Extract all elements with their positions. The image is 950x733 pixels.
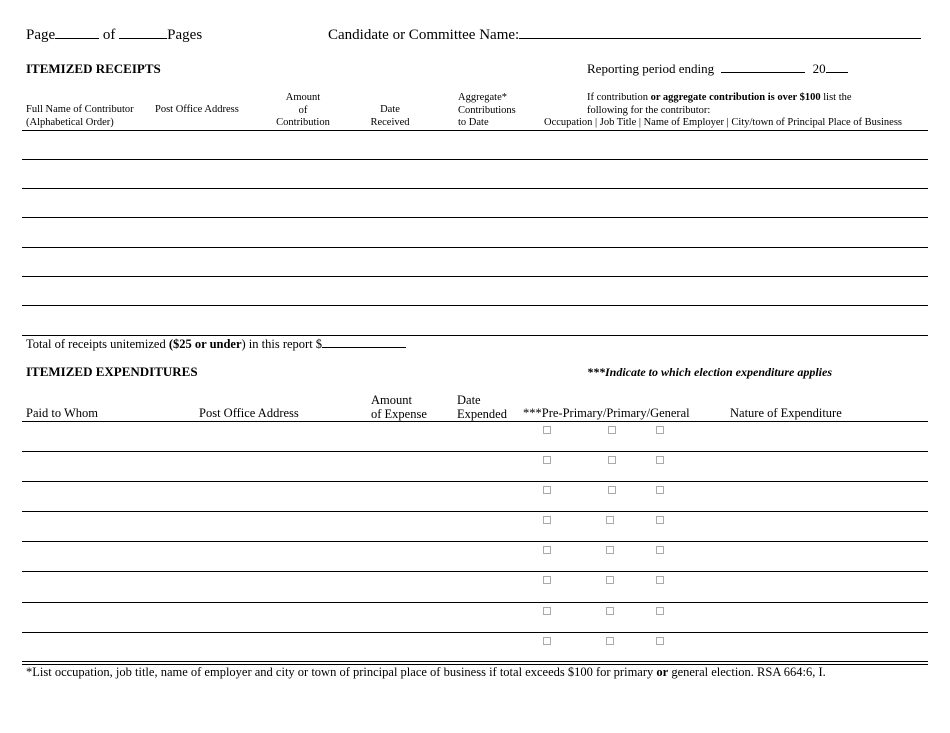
candidate-name-field[interactable]	[519, 27, 921, 39]
primary-checkbox[interactable]	[608, 426, 616, 434]
primary-checkbox[interactable]	[608, 486, 616, 494]
receipt-row-line[interactable]	[22, 247, 928, 248]
total-pages-field[interactable]	[119, 27, 167, 39]
page-number-field[interactable]	[55, 27, 99, 39]
expense-row-line[interactable]	[22, 602, 928, 603]
general-checkbox[interactable]	[656, 456, 664, 464]
page-number-line	[26, 27, 202, 44]
pre-primary-checkbox[interactable]	[543, 546, 551, 554]
receipt-row-line[interactable]	[22, 276, 928, 277]
expenditures-title: ITEMIZED EXPENDITURES	[26, 364, 198, 379]
pre-primary-checkbox[interactable]	[543, 426, 551, 434]
general-checkbox[interactable]	[656, 576, 664, 584]
pre-primary-checkbox[interactable]	[543, 607, 551, 615]
expense-row-line[interactable]	[22, 632, 928, 633]
general-checkbox[interactable]	[656, 486, 664, 494]
pre-primary-checkbox[interactable]	[543, 486, 551, 494]
page-label: Page	[26, 27, 56, 43]
primary-checkbox[interactable]	[606, 516, 614, 524]
col-election: ***Pre-Primary/Primary/General	[523, 406, 690, 420]
expense-row-line[interactable]	[22, 571, 928, 572]
col-nature: Nature of Expenditure	[730, 406, 842, 420]
col-aggregate: Aggregate* Contributions to Date	[458, 92, 516, 128]
unitemized-total: Total of receipts unitemized ($25 or under) in this report $	[26, 336, 406, 352]
expense-row-line[interactable]	[22, 451, 928, 452]
expense-bottom-double-line	[22, 661, 928, 662]
reporting-period	[587, 61, 848, 77]
year-prefix: 20	[812, 61, 826, 76]
receipt-row-line[interactable]	[22, 188, 928, 189]
primary-checkbox[interactable]	[606, 637, 614, 645]
receipt-row-line[interactable]	[22, 217, 928, 218]
primary-checkbox[interactable]	[606, 546, 614, 554]
footer-note: *List occupation, job title, name of employer and city or town of principal place of business if total exceeds $100 for primary or general election. RSA 664:6, I.	[26, 665, 826, 679]
pre-primary-checkbox[interactable]	[543, 516, 551, 524]
reporting-period-field[interactable]	[721, 61, 805, 73]
expense-row-line[interactable]	[22, 511, 928, 512]
general-checkbox[interactable]	[656, 637, 664, 645]
pre-primary-checkbox[interactable]	[543, 456, 551, 464]
col-exp-amount: Amount of Expense	[371, 393, 427, 421]
col-date-received: Date Received	[370, 104, 410, 128]
receipts-title: ITEMIZED RECEIPTS	[26, 61, 161, 76]
expense-row-line[interactable]	[22, 541, 928, 542]
general-checkbox[interactable]	[656, 516, 664, 524]
pages-label: Pages	[167, 27, 203, 43]
col-paid-to: Paid to Whom	[26, 406, 98, 420]
col-address: Post Office Address	[155, 104, 239, 115]
primary-checkbox[interactable]	[606, 607, 614, 615]
receipt-row-line[interactable]	[22, 130, 928, 131]
expense-row-line[interactable]	[22, 421, 928, 422]
col-contributor-name: Full Name of Contributor (Alphabetical Order)	[26, 104, 134, 128]
general-checkbox[interactable]	[656, 546, 664, 554]
primary-checkbox[interactable]	[608, 456, 616, 464]
pre-primary-checkbox[interactable]	[543, 576, 551, 584]
col-amount: Amount of Contribution	[276, 92, 330, 128]
primary-checkbox[interactable]	[606, 576, 614, 584]
candidate-label: Candidate or Committee Name:	[328, 27, 520, 43]
general-checkbox[interactable]	[656, 426, 664, 434]
of-label: of	[102, 27, 116, 43]
pre-primary-checkbox[interactable]	[543, 637, 551, 645]
col-exp-address: Post Office Address	[199, 406, 299, 420]
col-contributor-info: If contribution or aggregate contribution is over $100 list the following for the contributor: Occupation | Job Title | Name of Employer | City/town of Principal Place of Business	[544, 92, 903, 128]
general-checkbox[interactable]	[656, 607, 664, 615]
col-exp-date: Date Expended	[457, 393, 507, 421]
election-note: ***Indicate to which election expenditure applies	[587, 365, 832, 379]
expense-row-line[interactable]	[22, 481, 928, 482]
year-field[interactable]	[826, 61, 848, 73]
candidate-name-line	[328, 27, 921, 44]
reporting-period-label: Reporting period ending	[587, 61, 715, 76]
receipt-row-line[interactable]	[22, 159, 928, 160]
unitemized-total-field[interactable]	[322, 336, 406, 348]
receipt-row-line[interactable]	[22, 305, 928, 306]
